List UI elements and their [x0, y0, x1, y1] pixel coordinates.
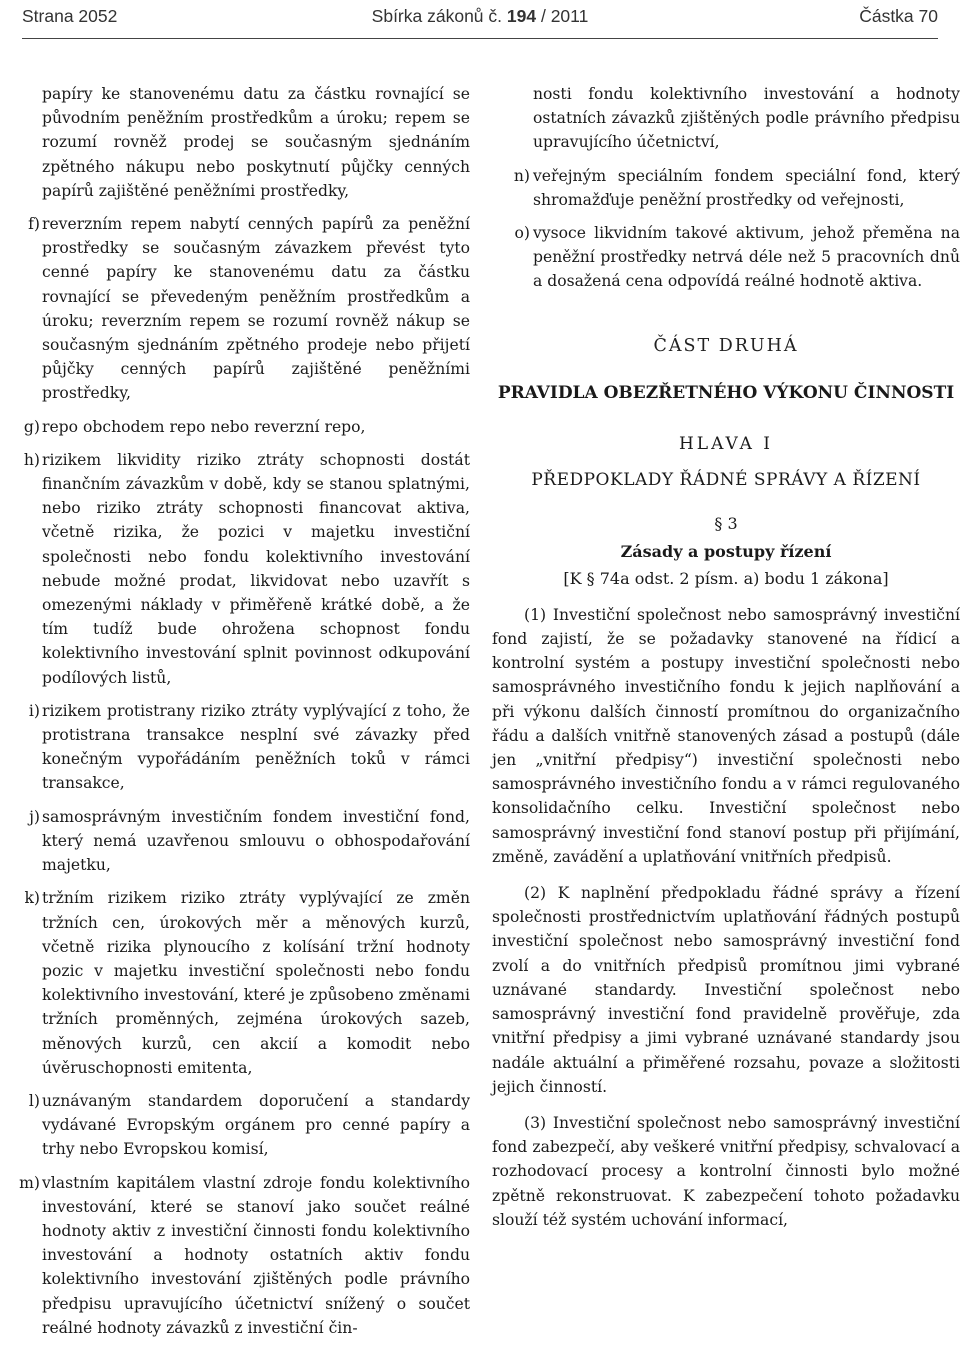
definition-item-l	[14, 1089, 470, 1162]
header-divider	[22, 38, 938, 39]
item-text: reverzním repem nabytí cenných papírů za peněžní prostředky se současným závazkem převést tyto cenné papíry ke stanovenému datu za částku rovnající se převedeným peněžním prostředkům a úroku; reverzním repem se rozumí rovněž nákup se současným sjednáním zpětného prodeje nebo přijetí půjčky cenných papírů zajištěné peněžními prostředky,	[42, 215, 470, 403]
item-label: o)	[514, 224, 530, 243]
page-number: Strana 2052	[22, 5, 118, 26]
item-text: vysoce likvidním takové aktivum, jehož přeměna na peněžní prostředky netrvá déle než 5 pracovních dnů a dosažená cena odpovídá reálné hodnotě aktiva.	[533, 224, 960, 291]
section-number: § 3	[714, 514, 738, 534]
item-text: tržním rizikem riziko ztráty vyplývající ze změn tržních cen, úrokových měr a měnových kurzů, včetně rizika plynoucího z kolísání tržní hodnoty pozic v majetku investiční společnosti nebo fondu kolektivního investování, které je způsobeno změnami tržních proměnných, zejména úrokových sazeb, měnových kurzů, cen akcií a komodit nebo úvěruschopnosti emitenta,	[42, 889, 470, 1077]
chapter-heading: HLAVA I	[678, 433, 774, 454]
continuation-paragraph: nosti fondu kolektivního investování a hodnoty ostatních závazků zjištěných podle právního předpisu upravujícího účetnictví,	[533, 85, 960, 152]
item-label: f)	[28, 215, 40, 234]
collection-label: Sbírka zákonů č.	[371, 5, 503, 26]
collection-year: / 2011	[540, 5, 589, 26]
item-text: repo obchodem repo nebo reverzní repo,	[42, 417, 366, 436]
item-label: m)	[19, 1173, 40, 1192]
item-text: samosprávným investičním fondem investiční fond, který nemá uzavřenou smlouvu o obhospodařování majetku,	[42, 807, 470, 875]
collection-number: 194	[506, 5, 537, 26]
part-subtitle: PRAVIDLA OBEZŘETNÉHO VÝKONU ČINNOSTI	[497, 382, 955, 403]
item-label: j)	[29, 807, 40, 826]
paragraph-2: (2) K naplnění předpokladu řádné správy a řízení společnosti prostřednictvím uplatňování řádných postupů investiční společnost nebo samosprávný investiční fond zvolí a do vnitřních předpisů promítnou jimi vybrané uznávané standardy. Investiční společnost nebo samosprávný investiční fond pravidelně prověřuje, zda vnitřní předpisy a jimi vybrané uznávané standardy jsou nadále aktuální a přiměřené rozsahu, povaze a složitosti jejich činností.	[492, 884, 960, 1096]
item-label: l)	[28, 1091, 40, 1110]
section-title: Zásady a postupy řízení	[620, 542, 832, 562]
item-label: n)	[513, 166, 530, 185]
item-text: rizikem likvidity riziko ztráty schopnosti dostát finančním závazkům v době, kdy se stanou splatnými, nebo riziko ztráty schopnosti financovat aktiva, včetně rizika, že pozici v majetku investiční společnosti nebo fondu kolektivního investování nebude možné prodat, likvidovat nebo uzavřít s omezenými náklady v přiměřeně krátké době, a že tím tudíž bude ohrožena schopnost fondu kolektivního investování splnit povinnost odkupování podílových listů,	[42, 450, 470, 687]
section-reference: [K § 74a odst. 2 písm. a) bodu 1 zákona]	[563, 568, 889, 588]
definition-item-o	[492, 221, 960, 294]
definition-item-i	[14, 699, 470, 796]
item-label: k)	[24, 889, 40, 908]
item-label: g)	[23, 417, 40, 436]
item-text: uznávaným standardem doporučení a standardy vydávané Evropským orgánem pro cenné papíry a trhy nebo Evropskou komisí,	[42, 1091, 470, 1159]
page-header	[22, 0, 938, 32]
item-label: h)	[23, 450, 40, 469]
paragraph-1: (1) Investiční společnost nebo samosprávný investiční fond zajistí, že se požadavky stanovené na řídicí a kontrolní systém a postupy investiční společnosti nebo samosprávného investičního fondu k jejich naplňování a při výkonu dalších činností promítnou do organizačního řádu a dalších vnitřně stanovených zásad a postupů (dále jen „vnitřní předpisy“) investiční společnosti nebo samosprávného investičního fondu a v rámci regulovaného konsolidačního celku. Investiční společnost nebo samosprávný investiční fond stanoví postup při přijímání, změně, zavádění a uplatňování vnitřních předpisů.	[492, 605, 960, 866]
definition-item-m	[14, 1171, 470, 1340]
definition-item-h	[14, 448, 470, 690]
definition-item-j	[14, 805, 470, 878]
definition-item-f	[14, 212, 470, 406]
left-column	[14, 82, 470, 1340]
intro-paragraph: papíry ke stanovenému datu za částku rovnající se původním peněžním prostředkům a úroku; repem se rozumí rovněž prodej se současným sjednáním zpětného nákupu nebo poskytnutí půjčky cenných papírů zajištěné peněžními prostředky,	[42, 85, 470, 200]
item-text: vlastním kapitálem vlastní zdroje fondu kolektivního investování, které se stanoví jako součet reálné hodnoty aktiv z investiční činnosti fondu kolektivního investování a hodnoty ostatních aktiv fondu kolektivního investování zjištěných podle právního předpisu upravujícího účetnictví snížený o součet reálné hodnoty závazků z investiční čin-	[42, 1173, 470, 1337]
issue-number: Částka 70	[859, 5, 938, 26]
definition-item-g	[14, 415, 470, 439]
definition-item-n	[492, 164, 960, 212]
item-text: veřejným speciálním fondem speciální fond, který shromažďuje peněžní prostředky od veřejnosti,	[533, 166, 960, 209]
item-label: i)	[28, 701, 40, 720]
definition-item-k	[14, 886, 470, 1080]
part-title: ČÁST DRUHÁ	[653, 335, 799, 356]
paragraph-3: (3) Investiční společnost nebo samosprávný investiční fond zabezpečí, aby veškeré vnitřní předpisy, schvalovací a rozhodovací procesy a kontrolní činnosti bylo možné zpětně rekonstruovat. K zabezpečení tohoto požadavku slouží též systém uchování informací,	[492, 1113, 960, 1229]
right-column	[492, 82, 960, 1232]
chapter-title: PŘEDPOKLADY ŘÁDNÉ SPRÁVY A ŘÍZENÍ	[531, 470, 921, 491]
collection-reference	[372, 6, 589, 27]
item-text: rizikem protistrany riziko ztráty vyplývající z toho, že protistrana transakce nesplní své závazky před konečným vypořádáním peněžních toků v rámci transakce,	[42, 701, 470, 793]
